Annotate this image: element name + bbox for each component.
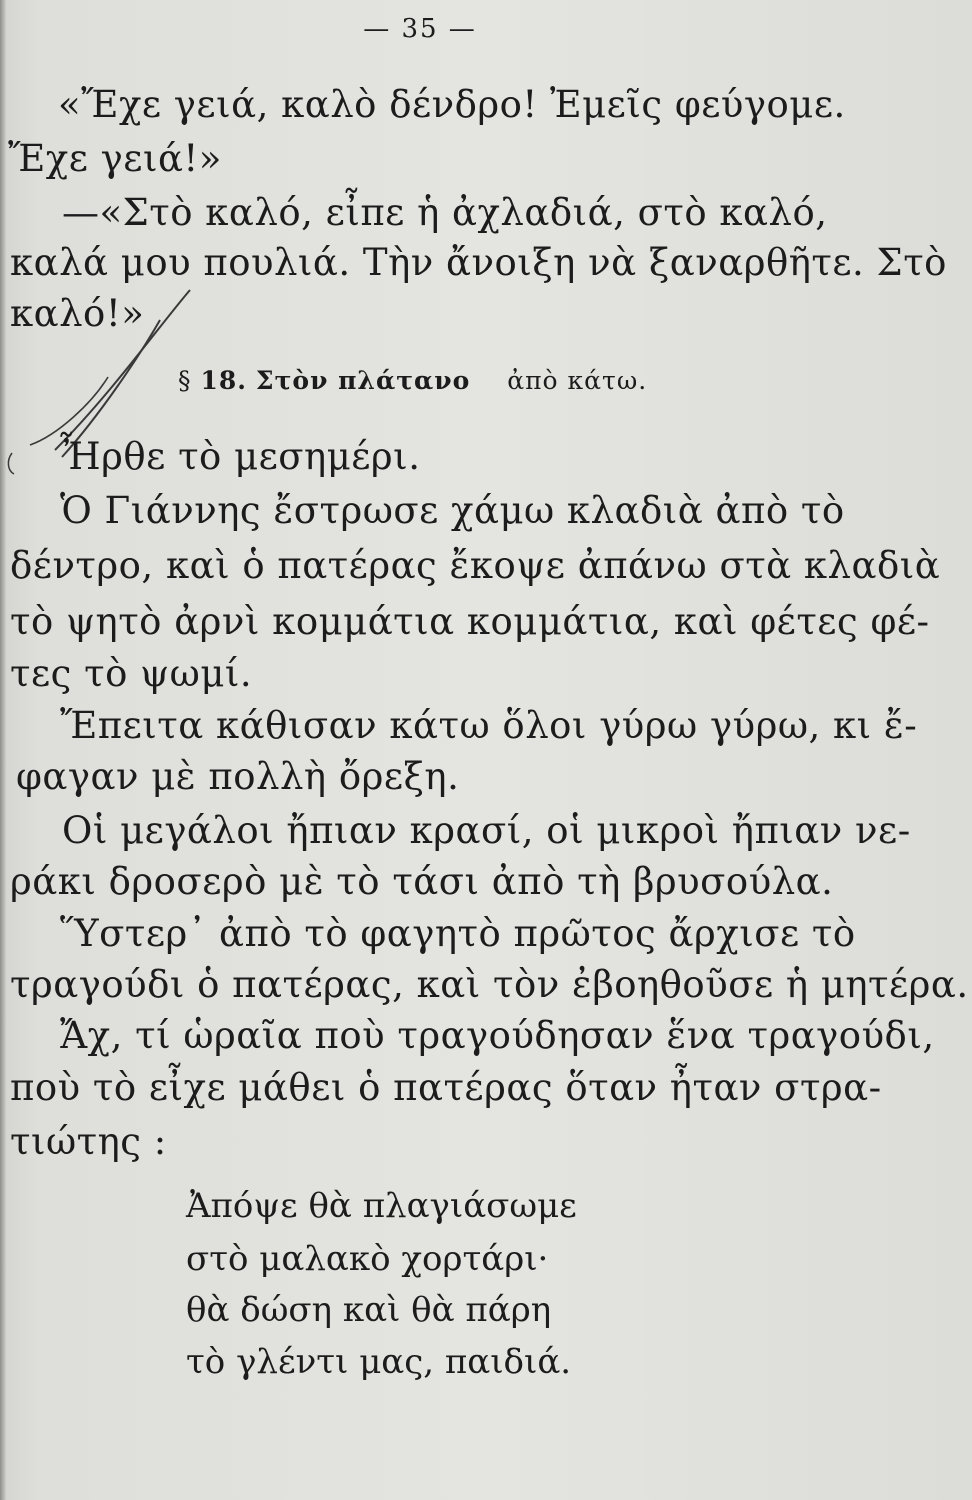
text-line: τὸ ψητὸ ἀρνὶ κομμάτια κομμάτια, καὶ φέτες φέ- bbox=[10, 600, 930, 643]
text-line: δέντρο, καὶ ὁ πατέρας ἔκοψε ἀπάνω στὰ κλαδιὰ bbox=[10, 544, 941, 587]
text-line: Ἦρθε τὸ μεσημέρι. bbox=[60, 435, 421, 478]
text-line: τραγούδι ὁ πατέρας, καὶ τὸν ἐβοηθοῦσε ἡ μητέρα. bbox=[10, 963, 969, 1006]
text-line: ράκι δροσερὸ μὲ τὸ τάσι ἀπὸ τὴ βρυσούλα. bbox=[10, 860, 834, 903]
text-line: «Ἔχε γειά, καλὸ δένδρο! Ἐμεῖς φεύγομε. bbox=[58, 83, 846, 126]
verse-line: στὸ μαλακὸ χορτάρι· bbox=[186, 1239, 549, 1279]
text-line: —«Στὸ καλό, εἶπε ἡ ἀχλαδιά, στὸ καλό, bbox=[62, 191, 828, 234]
verse-line: Ἀπόψε θὰ πλαγιάσωμε bbox=[186, 1186, 577, 1226]
section-title-rest: ἀπὸ κάτω. bbox=[507, 366, 648, 395]
text-line: Οἱ μεγάλοι ἤπιαν κρασί, οἱ μικροὶ ἤπιαν νε- bbox=[62, 809, 911, 852]
text-line: καλό!» bbox=[10, 292, 145, 335]
text-line: Ἄχ, τί ὡραῖα ποὺ τραγούδησαν ἕνα τραγούδι, bbox=[60, 1014, 935, 1057]
text-line: Ἔχε γειά!» bbox=[8, 137, 222, 180]
verse-line: τὸ γλέντι μας, παιδιά. bbox=[186, 1342, 572, 1382]
page-number: — 35 — bbox=[363, 14, 477, 44]
text-line: καλά μου πουλιά. Τὴν ἄνοιξη νὰ ξαναρθῆτε. Στὸ bbox=[10, 241, 947, 284]
text-line: ποὺ τὸ εἶχε μάθει ὁ πατέρας ὅταν ἦταν στρα- bbox=[10, 1066, 882, 1109]
verse-line: θὰ δώση καὶ θὰ πάρη bbox=[186, 1290, 552, 1330]
section-title-bold: Στὸν πλάτανο bbox=[255, 366, 471, 395]
text-line: τες τὸ ψωμί. bbox=[10, 652, 253, 695]
text-line: τιώτης : bbox=[10, 1120, 167, 1163]
text-line: Ὁ Γιάννης ἔστρωσε χάμω κλαδιὰ ἀπὸ τὸ bbox=[60, 489, 845, 532]
section-symbol: § bbox=[178, 366, 192, 395]
text-line: Ὕστερ᾽ ἀπὸ τὸ φαγητὸ πρῶτος ἄρχισε τὸ bbox=[60, 912, 856, 955]
section-number: 18. bbox=[200, 366, 247, 395]
text-line: Ἔπειτα κάθισαν κάτω ὅλοι γύρω γύρω, κι ἔ- bbox=[60, 704, 918, 747]
text-line: φαγαν μὲ πολλὴ ὄρεξη. bbox=[16, 755, 460, 798]
section-heading bbox=[178, 366, 647, 395]
